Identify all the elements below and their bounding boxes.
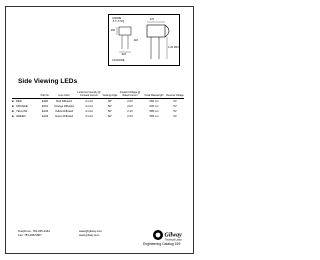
part-number: E101: [41, 105, 49, 109]
dimension-label: .024: [121, 53, 127, 56]
viewing-angle: 60°: [107, 110, 113, 114]
forward-voltage: 2.0V: [127, 105, 133, 109]
forward-voltage: 2.0V: [127, 100, 133, 104]
column-header: Reverse Voltage: [166, 92, 184, 99]
color-marker: ■: [12, 100, 14, 104]
peak-wavelength: 585 nm: [149, 110, 159, 114]
luminous-intensity: 3 mcd: [85, 115, 93, 119]
logo-subtext: Technical Lamp: [165, 238, 182, 242]
section-title: Side Viewing LEDs: [18, 78, 78, 85]
reverse-voltage: 5V: [173, 115, 177, 119]
lens-color: Red Diffused: [56, 100, 72, 104]
led-spec-table: [12, 92, 184, 119]
table-header-row: [12, 92, 184, 99]
lens-color: Yellow Diffused: [54, 110, 74, 114]
dimension-label: 1.00 MIN.: [168, 46, 180, 49]
column-header: Lens Color: [52, 92, 76, 99]
lead-spec-label: .6 X .6 SQ.: [112, 20, 125, 23]
column-header: [12, 92, 38, 99]
part-number: E103: [41, 115, 49, 119]
led-color: RED: [16, 100, 22, 104]
color-marker: ■: [12, 105, 14, 109]
peak-wavelength: 660 nm: [149, 100, 159, 104]
column-header: Viewing Angle: [102, 92, 118, 99]
table-row: [12, 114, 184, 119]
led-color: ORANGE: [16, 105, 28, 109]
logo-mark: [152, 228, 184, 242]
anode-label: ANODE: [112, 17, 122, 20]
forward-voltage: 2.1V: [127, 110, 133, 114]
cathode-label: CATHODE: [112, 59, 125, 62]
forward-voltage: 2.2V: [127, 115, 133, 119]
column-header: Part No.: [38, 92, 52, 99]
luminous-intensity: 2 mcd: [85, 100, 93, 104]
viewing-angle: 60°: [107, 100, 113, 104]
telephone: Telephone: 781-935-4442: [18, 229, 50, 233]
led-color: GREEN: [16, 115, 26, 119]
color-marker: ■: [12, 115, 14, 119]
luminous-intensity: 3 mcd: [85, 110, 93, 114]
viewing-angle: 60°: [107, 115, 113, 119]
peak-wavelength: 565 nm: [149, 115, 159, 119]
gilway-logo: [152, 228, 184, 242]
peak-wavelength: 630 nm: [149, 105, 159, 109]
dimension-label: .170: [149, 18, 155, 21]
column-header: Forward Voltage @ Rated Current: [118, 92, 142, 99]
dimension-label: .100: [110, 29, 116, 32]
reverse-voltage: 5V: [173, 100, 177, 104]
color-marker: ■: [12, 110, 14, 114]
dimension-diagram: [108, 14, 180, 66]
logo-text: Gilway: [164, 232, 182, 239]
fax: Fax: 781-938-5867: [18, 233, 42, 237]
reverse-voltage: 5V: [173, 105, 177, 109]
reverse-voltage: 5V: [173, 110, 177, 114]
viewing-angle: 60°: [107, 105, 113, 109]
catalog-label: Engineering Catalog 169: [143, 242, 181, 246]
luminous-intensity: 4 mcd: [85, 105, 93, 109]
column-header: Peak Wavelength: [142, 92, 166, 99]
lens-color: Green Diffused: [54, 115, 74, 119]
website[interactable]: www.gilway.com: [79, 233, 100, 237]
column-header: Luminous Intensity @ Forward Current: [76, 92, 102, 99]
lens-color: Orange Diffused: [54, 105, 74, 109]
part-number: E102: [41, 110, 49, 114]
led-color: YELLOW: [16, 110, 28, 114]
part-number: E100: [41, 100, 49, 104]
email[interactable]: sales@gilway.com: [79, 229, 102, 233]
dimension-label: .118: [133, 39, 138, 42]
